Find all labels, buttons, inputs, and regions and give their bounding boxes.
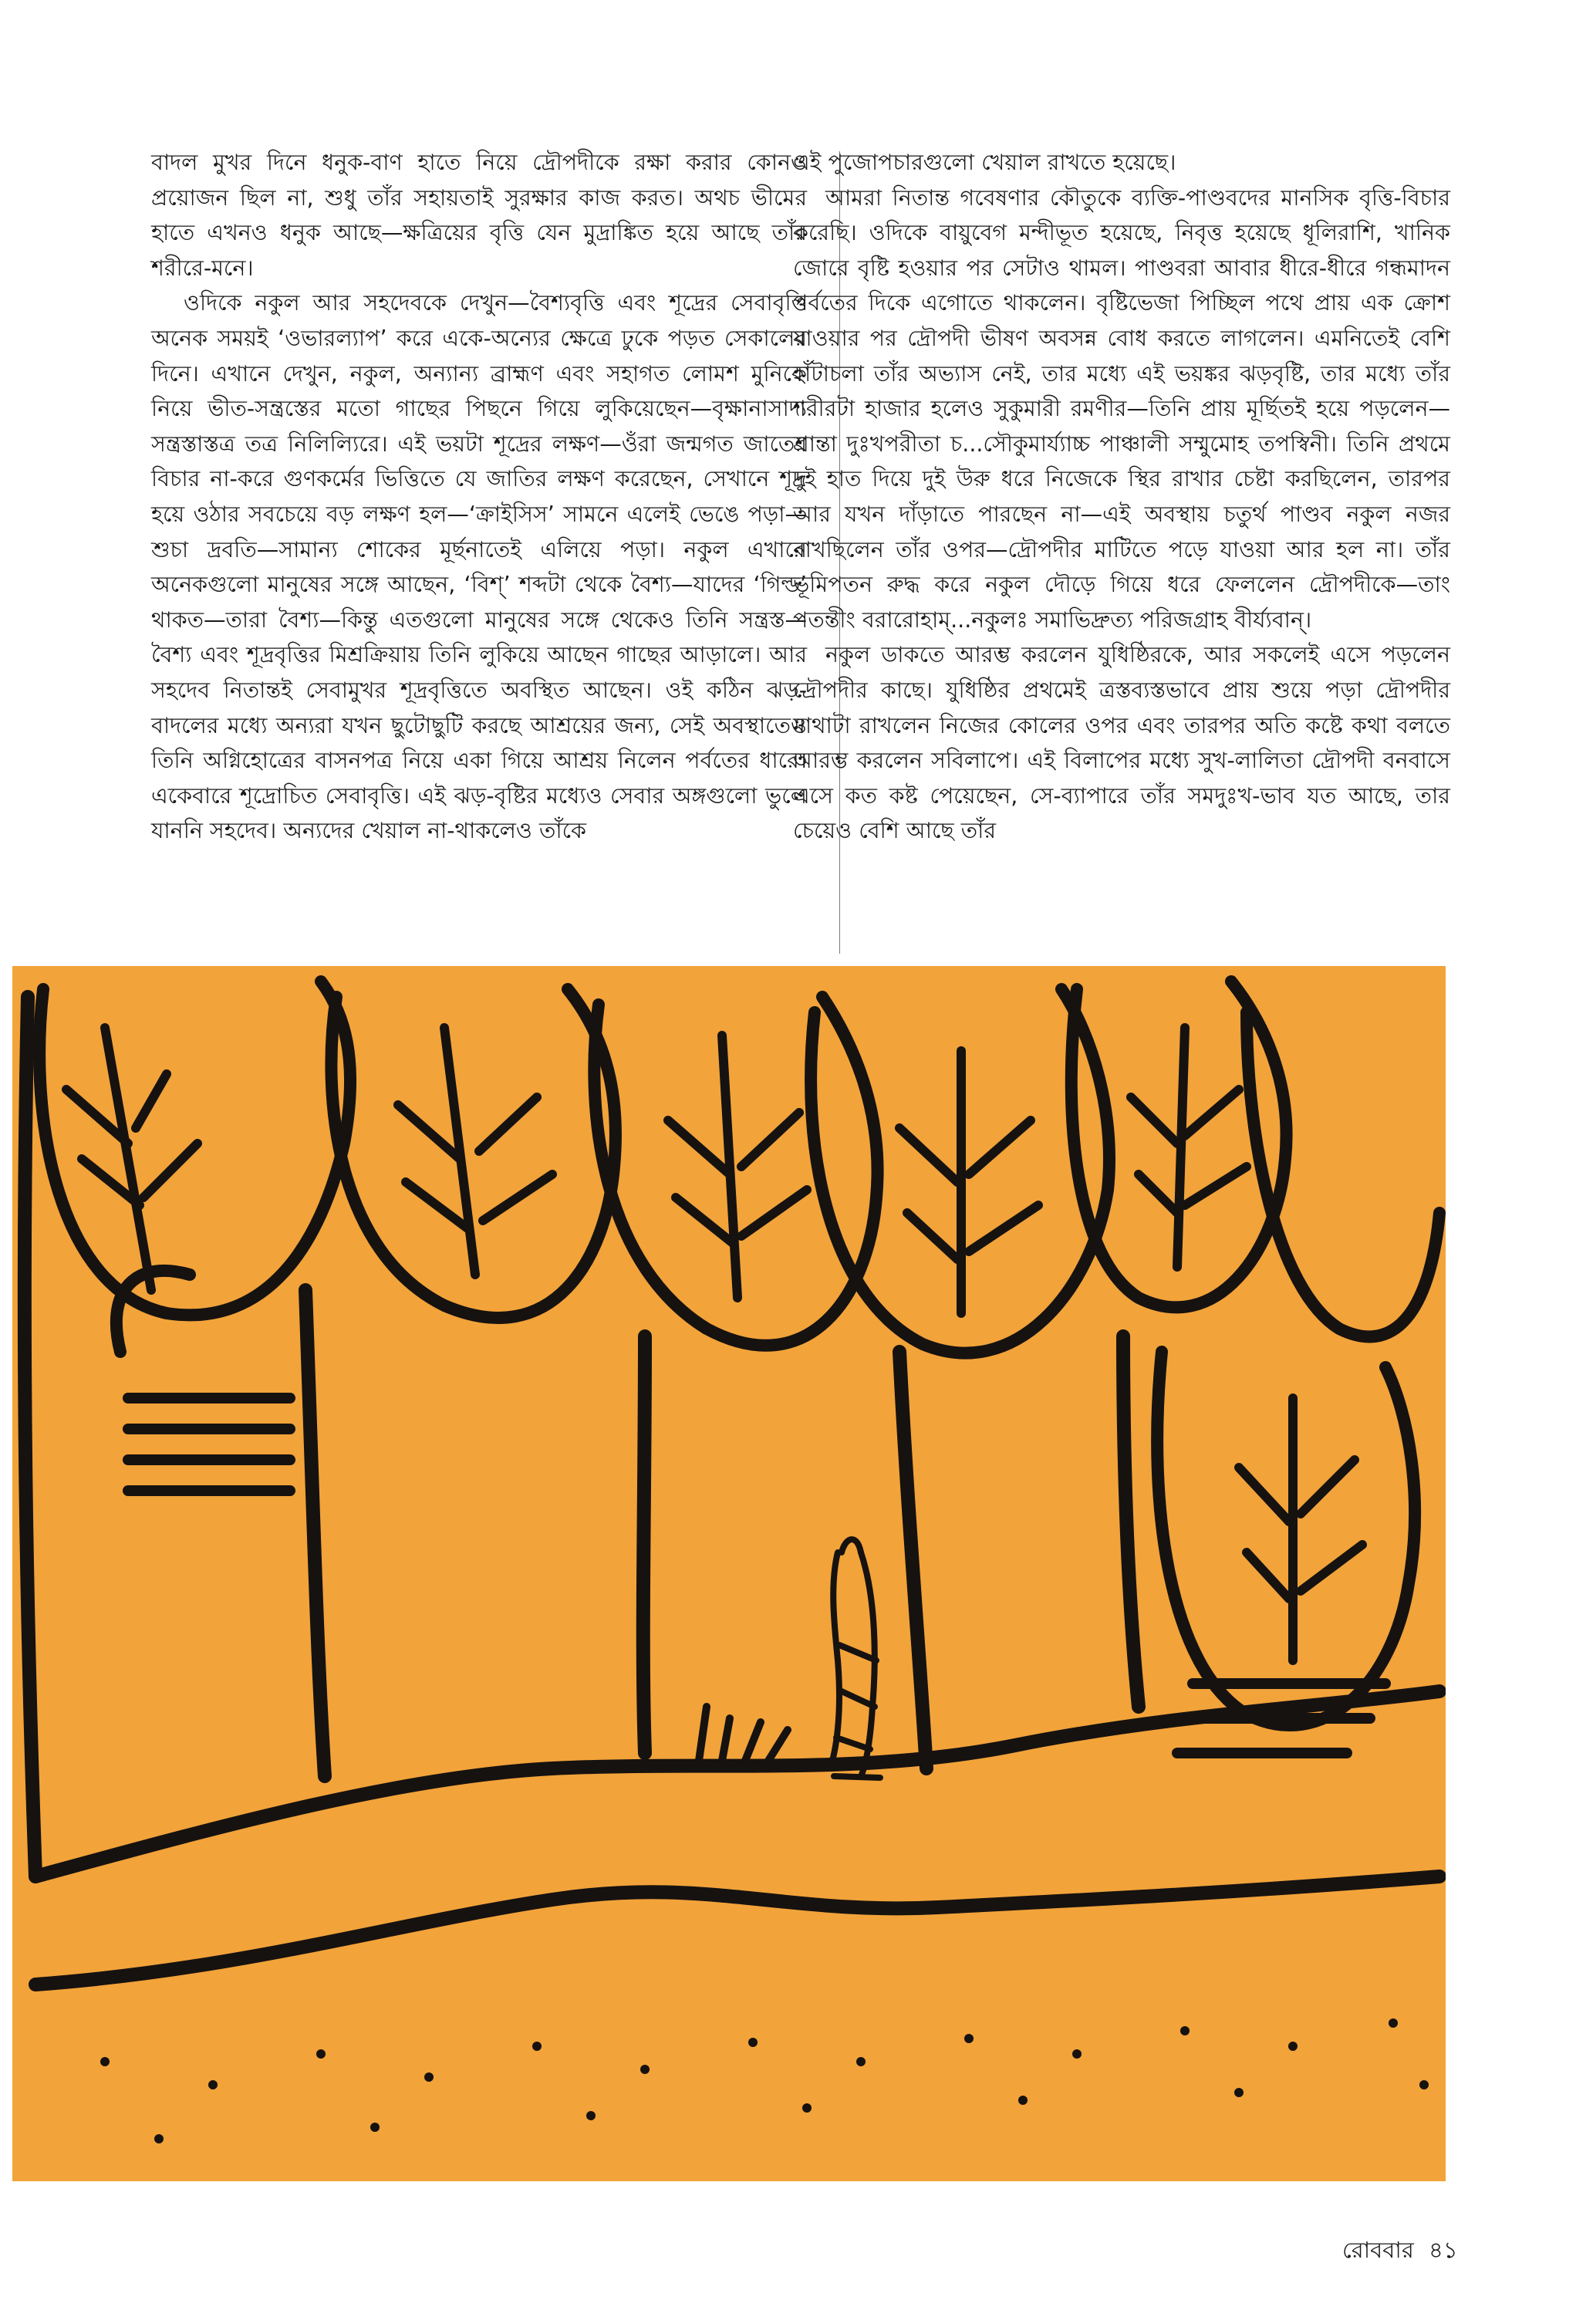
magazine-name: রোববার xyxy=(1342,2237,1414,2263)
page-footer xyxy=(1342,2233,1466,2271)
paragraph: নকুল ডাকতে আরম্ভ করলেন যুধিষ্ঠিরকে, আর সকলেই এসে পড়লেন দ্রৌপদীর কাছে। যুধিষ্ঠির প্রথমেই ত্রস্তব্যস্তভাবে প্রায় শুয়ে পড়া দ্রৌপদীর মাথাটা রাখলেন নিজের কোলের ওপর এবং তারপর অতি কষ্টে কথা বলতে আরম্ভ করলেন সবিলাপে। এই বিলাপের মধ্যে সুখ-লালিতা দ্রৌপদী বনবাসে এসে কত কষ্ট পেয়েছেন, সে-ব্যাপারে তাঁর সমদুঃখ-ভাব যত আছে, তার চেয়েও বেশি আছে তাঁর xyxy=(793,642,1450,844)
article-column-right xyxy=(793,145,1450,849)
article-column-left xyxy=(151,145,807,849)
paragraph: ওদিকে নকুল আর সহদেবকে দেখুন—বৈশ্যবৃত্তি এবং শূদ্রের সেবাবৃত্তি অনেক সময়ই ‘ওভারল্যাপ’ করে একে-অন্যের ক্ষেত্রে ঢুকে পড়ত সেকালের দিনে। এখানে দেখুন, নকুল, অন্যান্য ব্রাহ্মণ এবং সহাগত লোমশ মুনিকে নিয়ে ভীত-সন্ত্রস্তের মতো গাছের পিছনে গিয়ে লুকিয়েছেন—বৃক্ষানাসাদ্য সন্ত্রস্তাস্তত্র তত্র নিলিল্যিরে। এই ভয়টা শূদ্রের লক্ষণ—ওঁরা জন্মগত জাতের বিচার না-করে গুণকর্মের ভিত্তিতে যে জাতির লক্ষণ করেছেন, সেখানে শূদ্র হয়ে ওঠার সবচেয়ে বড় লক্ষণ হল—‘ক্রাইসিস’ সামনে এলেই ভেঙে পড়া—শুচা দ্রবতি—সামান্য শোকের মূর্ছনাতেই এলিয়ে পড়া। নকুল এখানে অনেকগুলো মানুষের সঙ্গে আছেন, ‘বিশ্’ শব্দটা থেকে বৈশ্য—যাদের ‘গিল্ড’ থাকত—তারা বৈশ্য—কিন্তু এতগুলো মানুষের সঙ্গে থেকেও তিনি সন্ত্রস্ত—বৈশ্য এবং শূদ্রবৃত্তির মিশ্রক্রিয়ায় তিনি লুকিয়ে আছেন গাছের আড়ালে। আর সহদেব নিতান্তই সেবামুখর শূদ্রবৃত্তিতে অবস্থিত আছেন। ওই কঠিন ঝড়-বাদলের মধ্যে অন্যরা যখন ছুটোছুটি করছে আশ্রয়ের জন্য, সেই অবস্থাতেও তিনি অগ্নিহোত্রের বাসনপত্র নিয়ে একা গিয়ে আশ্রয় নিলেন পর্বতের ধারে। একেবারে শূদ্রোচিত সেবাবৃত্তি। এই ঝড়-বৃষ্টির মধ্যেও সেবার অঙ্গগুলো ভুলে যাননি সহদেব। অন্যদের খেয়াল না-থাকলেও তাঁকে xyxy=(151,290,807,844)
paragraph: আমরা নিতান্ত গবেষণার কৌতুকে ব্যক্তি-পাণ্ডবদের মানসিক বৃত্তি-বিচার করেছি। ওদিকে বায়ুবেগ মন্দীভূত হয়েছে, নিবৃত্ত হয়েছে ধূলিরাশি, খানিক জোরে বৃষ্টি হওয়ার পর সেটাও থামল। পাণ্ডবরা আবার ধীরে-ধীরে গন্ধমাদন পর্বতের দিকে এগোতে থাকলেন। বৃষ্টিভেজা পিচ্ছিল পথে প্রায় এক ক্রোশ যাওয়ার পর দ্রৌপদী ভীষণ অবসন্ন বোধ করতে লাগলেন। এমনিতেই বেশি হাঁটাচলা তাঁর অভ্যাস নেই, তার মধ্যে এই ভয়ঙ্কর ঝড়বৃষ্টি, তার মধ্যে তাঁর শরীরটা হাজার হলেও সুকুমারী রমণীর—তিনি প্রায় মূর্ছিতই হয়ে পড়লেন—শ্রান্তা দুঃখপরীতা চ...সৌকুমার্য্যাচ্চ পাঞ্চালী সম্মুমোহ তপস্বিনী। তিনি প্রথমে দুই হাত দিয়ে দুই উরু ধরে নিজেকে স্থির রাখার চেষ্টা করছিলেন, তারপর আর যখন দাঁড়াতে পারছেন না—এই অবস্থায় চতুর্থ পাণ্ডব নকুল নজর রাখছিলেন তাঁর ওপর—দ্রৌপদীর মাটিতে পড়ে যাওয়া আর হল না। তাঁর ভূমিপতন রুদ্ধ করে নকুল দৌড়ে গিয়ে ধরে ফেললেন দ্রৌপদীকে—তাং পতন্তীং বরারোহাম্...নকুলঃ সমাভিদ্রুত্য পরিজগ্রাহ বীর্য্যবান্। xyxy=(793,184,1450,633)
paragraph: এই পুজোপচারগুলো খেয়াল রাখতে হয়েছে। xyxy=(793,150,1176,175)
paragraph: বাদল মুখর দিনে ধনুক-বাণ হাতে নিয়ে দ্রৌপদীকে রক্ষা করার কোনও প্রয়োজন ছিল না, শুধু তাঁর সহায়তাই সুরক্ষার কাজ করত। অথচ ভীমের হাতে এখনও ধনুক আছে—ক্ষত্রিয়ের বৃত্তি যেন মুদ্রাঙ্কিত হয়ে আছে তাঁর শরীরে-মনে। xyxy=(151,150,807,281)
page-number: ৪১ xyxy=(1429,2237,1458,2263)
forest-illustration xyxy=(12,966,1446,2181)
